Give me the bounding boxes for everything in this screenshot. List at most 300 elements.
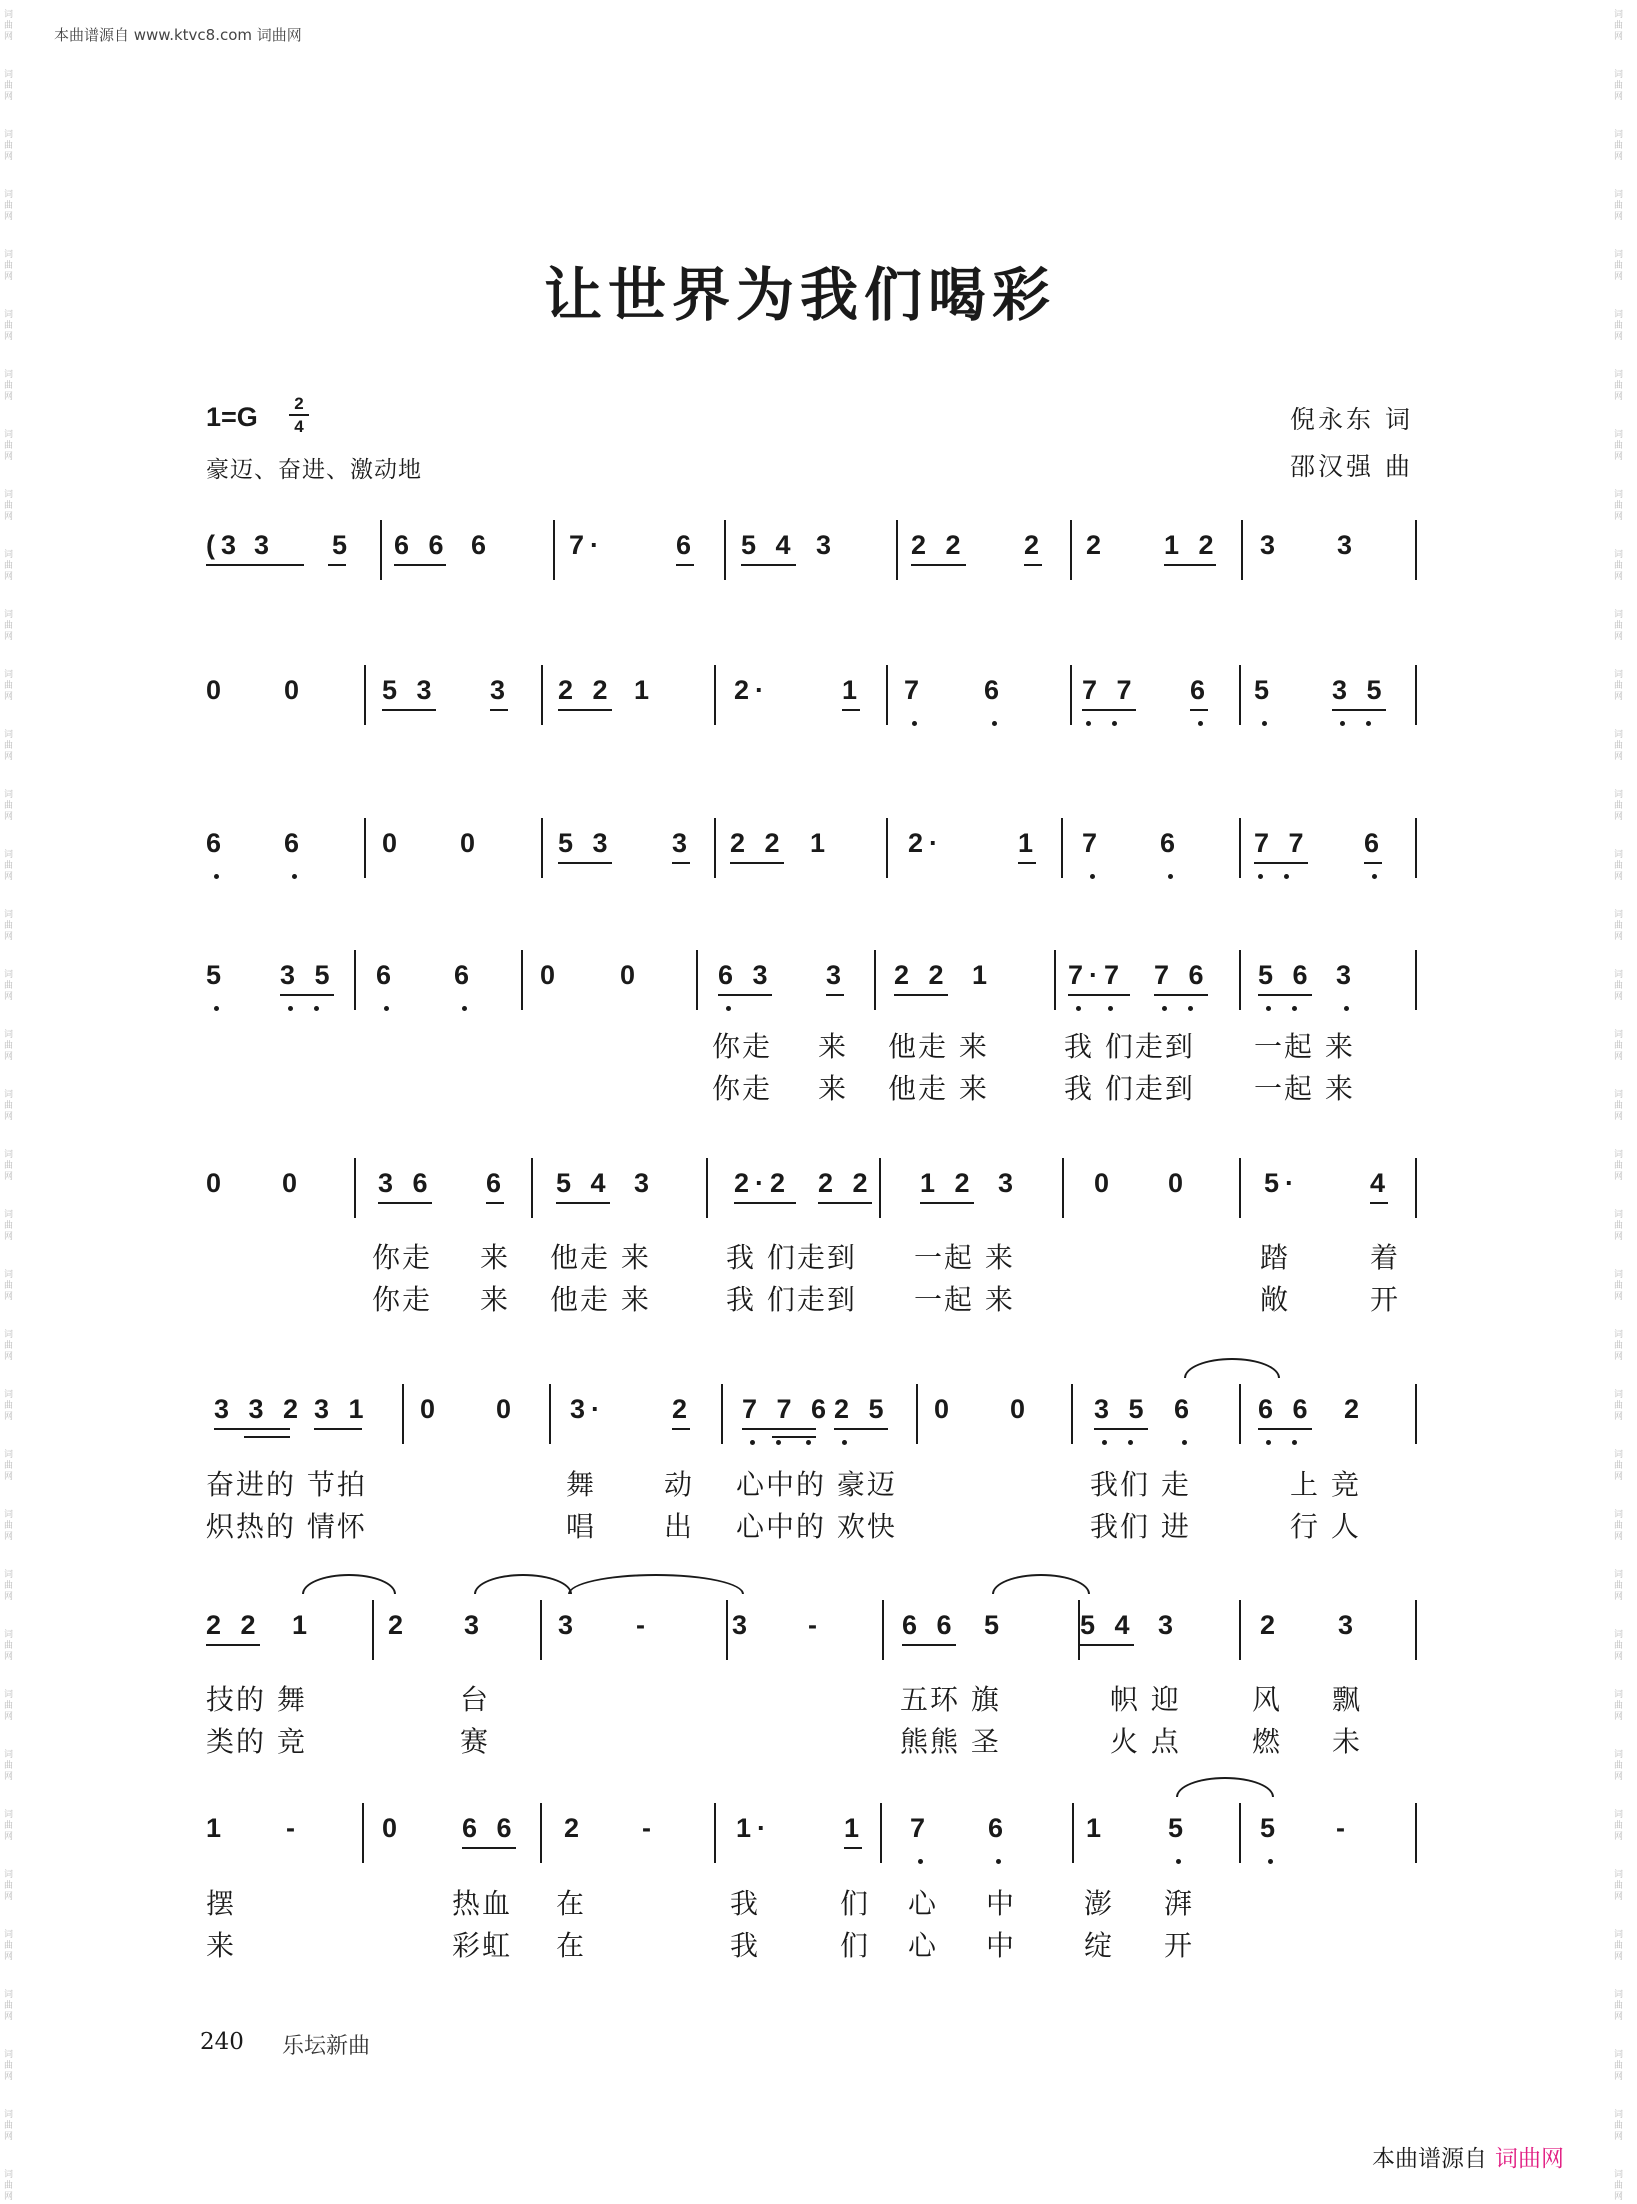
margin-watermark-text: 词曲网 xyxy=(4,1810,14,1842)
note: 3 xyxy=(1336,960,1358,990)
note: 6 xyxy=(988,1813,1010,1843)
bar-line xyxy=(1072,1803,1074,1863)
underline xyxy=(244,1436,290,1438)
octave-dot xyxy=(1168,874,1173,879)
lyric-word: 心中的 欢快 xyxy=(736,1510,897,1543)
lyric-word: 你走 xyxy=(712,1072,773,1105)
margin-watermark-text: 词曲网 xyxy=(1614,1210,1624,1242)
time-sig-top: 2 xyxy=(294,394,304,413)
note: 2 xyxy=(1086,530,1108,560)
underline xyxy=(1024,564,1042,566)
octave-dot xyxy=(1372,874,1377,879)
underline xyxy=(842,709,860,711)
bar-line xyxy=(1239,1384,1241,1444)
lyric-word: 舞 xyxy=(566,1468,597,1501)
lyric-word: 绽 xyxy=(1084,1929,1115,1962)
note: 3 xyxy=(1337,530,1359,560)
bar-line xyxy=(541,665,543,725)
journal-name: 乐坛新曲 xyxy=(282,2034,371,2059)
lyric-word: 他走 来 xyxy=(550,1283,651,1316)
bar-line xyxy=(1070,520,1072,580)
underline xyxy=(394,564,446,566)
octave-dot xyxy=(1340,721,1345,726)
tie-arc xyxy=(568,1574,744,1594)
note: 0 xyxy=(282,1168,304,1198)
lyric-word: 们 xyxy=(840,1887,871,1920)
bar-line xyxy=(714,1803,716,1863)
margin-watermark-text: 词曲网 xyxy=(4,310,14,342)
margin-watermark-text: 词曲网 xyxy=(1614,790,1624,822)
note: 5 3 xyxy=(382,675,438,705)
score-row xyxy=(206,1803,1416,1863)
note: 6 xyxy=(376,960,398,990)
bar-line xyxy=(1071,1384,1073,1444)
key-signature: 1=G xyxy=(206,402,258,432)
bar-line xyxy=(1239,950,1241,1010)
lyric-word: 我 xyxy=(730,1929,761,1962)
lyric-word: 湃 xyxy=(1164,1887,1195,1920)
bar-line xyxy=(372,1600,374,1660)
octave-dot xyxy=(1182,1440,1187,1445)
lyric-word: 们 xyxy=(840,1929,871,1962)
octave-dot xyxy=(1262,721,1267,726)
bar-line xyxy=(540,1803,542,1863)
underline xyxy=(818,1202,872,1204)
margin-watermark-text: 词曲网 xyxy=(4,790,14,822)
score-row xyxy=(206,1384,1416,1444)
octave-dot xyxy=(1086,721,1091,726)
margin-watermark-text: 词曲网 xyxy=(4,2110,14,2142)
underline xyxy=(556,1202,610,1204)
note: 3 xyxy=(1260,530,1282,560)
lyric-word: 心中的 豪迈 xyxy=(736,1468,897,1501)
lyric-word: 我 们走到 xyxy=(1064,1030,1195,1063)
octave-dot xyxy=(288,1006,293,1011)
composer-credit: 邵汉强 曲 xyxy=(1290,452,1413,481)
note: 0 xyxy=(382,828,404,858)
lyric-word: 动 xyxy=(664,1468,695,1501)
margin-watermark-text: 词曲网 xyxy=(4,190,14,222)
bar-line xyxy=(880,1803,882,1863)
margin-watermark-text: 词曲网 xyxy=(4,130,14,162)
lyric-word: 帜 迎 xyxy=(1110,1683,1181,1716)
note: 1· xyxy=(736,1813,773,1843)
lyric-word: 燃 xyxy=(1252,1725,1283,1758)
margin-watermark-text: 词曲网 xyxy=(1614,490,1624,522)
underline xyxy=(486,1202,504,1204)
bar-line xyxy=(402,1384,404,1444)
margin-watermark-text: 词曲网 xyxy=(1614,610,1624,642)
bar-line xyxy=(886,818,888,878)
lyric-word: 他走 来 xyxy=(550,1241,651,1274)
site-name: 词曲网 xyxy=(1495,2146,1564,2172)
bar-line xyxy=(1239,1803,1241,1863)
note: 3 xyxy=(1338,1610,1360,1640)
note: 2 xyxy=(1260,1610,1282,1640)
margin-watermark-text: 词曲网 xyxy=(4,610,14,642)
song-title: 让世界为我们喝彩 xyxy=(543,261,1056,329)
lyric-word: 类的 竞 xyxy=(206,1725,307,1758)
note: 5 xyxy=(1260,1813,1282,1843)
note: 2 2 xyxy=(894,960,950,990)
octave-dot xyxy=(1344,1006,1349,1011)
underline xyxy=(834,1428,888,1430)
underline xyxy=(742,1428,816,1430)
note: 1 xyxy=(292,1610,314,1640)
underline xyxy=(206,1644,260,1646)
score-row xyxy=(206,1600,1416,1660)
lyric-word: 心 xyxy=(908,1929,939,1962)
note: 3 xyxy=(490,675,512,705)
lyric-word: 着 xyxy=(1370,1241,1401,1274)
margin-watermark-text: 词曲网 xyxy=(4,1630,14,1662)
lyric-word: 熊熊 圣 xyxy=(900,1725,1001,1758)
octave-dot xyxy=(1108,1006,1113,1011)
underline xyxy=(1068,994,1130,996)
lyric-word: 火 点 xyxy=(1110,1725,1181,1758)
lyric-word: 技的 舞 xyxy=(206,1683,307,1716)
right-margin-watermark xyxy=(1612,0,1634,2204)
octave-dot xyxy=(726,1006,731,1011)
underline xyxy=(558,862,612,864)
bar-line xyxy=(521,950,523,1010)
note: 2 2 xyxy=(818,1168,874,1198)
margin-watermark-text: 词曲网 xyxy=(1614,1930,1624,1962)
note: 6 xyxy=(454,960,476,990)
note: 3 3 2 xyxy=(214,1394,305,1424)
note: 6 xyxy=(486,1168,508,1198)
bar-line xyxy=(1062,1158,1064,1218)
lyric-word: 他走 来 xyxy=(888,1030,989,1063)
note: 3 xyxy=(672,828,694,858)
underline xyxy=(206,564,304,566)
underline xyxy=(1332,709,1386,711)
octave-dot xyxy=(314,1006,319,1011)
underline xyxy=(902,1644,956,1646)
margin-watermark-text: 词曲网 xyxy=(4,1690,14,1722)
octave-dot xyxy=(384,1006,389,1011)
lyric-word: 彩虹 xyxy=(452,1929,513,1962)
underline xyxy=(676,564,694,566)
underline xyxy=(280,994,334,996)
margin-watermark-text: 词曲网 xyxy=(4,370,14,402)
underline xyxy=(672,1428,690,1430)
margin-watermark-text: 词曲网 xyxy=(4,1930,14,1962)
underline xyxy=(1080,1644,1134,1646)
lyric-word: 中 xyxy=(986,1887,1017,1920)
octave-dot xyxy=(1128,1440,1133,1445)
underline xyxy=(1258,994,1312,996)
margin-watermark-text: 词曲网 xyxy=(4,1150,14,1182)
underline xyxy=(911,564,966,566)
note: 5· xyxy=(1264,1168,1301,1198)
lyric-word: 你走 xyxy=(712,1030,773,1063)
note: 7 7 xyxy=(1082,675,1138,705)
margin-watermark-text: 词曲网 xyxy=(1614,1630,1624,1662)
bar-line xyxy=(541,818,543,878)
lyric-word: 踏 xyxy=(1260,1241,1291,1274)
note: 3 5 xyxy=(1094,1394,1150,1424)
margin-watermark-text: 词曲网 xyxy=(1614,310,1624,342)
note: 5 3 xyxy=(558,828,614,858)
note: 0 xyxy=(382,1813,404,1843)
bar-line xyxy=(362,1803,364,1863)
note: 1 xyxy=(1086,1813,1108,1843)
lyric-word: 唱 xyxy=(566,1510,597,1543)
note: 1 2 xyxy=(1164,530,1220,560)
lyric-word: 我 们走到 xyxy=(726,1283,857,1316)
note: 0 xyxy=(420,1394,442,1424)
source-footer xyxy=(1372,2140,1564,2173)
margin-watermark-text: 词曲网 xyxy=(1614,1510,1624,1542)
octave-dot xyxy=(1198,721,1203,726)
lyric-word: 五环 旗 xyxy=(900,1683,1001,1716)
note: 0 xyxy=(496,1394,518,1424)
bar-line xyxy=(364,665,366,725)
bar-line xyxy=(879,1158,881,1218)
note: - xyxy=(286,1813,301,1843)
margin-watermark-text: 词曲网 xyxy=(4,910,14,942)
note: 7· xyxy=(569,530,606,560)
underline xyxy=(844,1847,862,1849)
underline xyxy=(1364,862,1382,864)
lyric-word: 一起 来 xyxy=(1254,1030,1355,1063)
margin-watermark-text: 词曲网 xyxy=(4,2170,14,2202)
bar-line xyxy=(714,818,716,878)
score-row xyxy=(206,665,1416,725)
note: 2· xyxy=(908,828,945,858)
note: 2 5 xyxy=(834,1394,890,1424)
underline xyxy=(462,1847,516,1849)
margin-watermark-text: 词曲网 xyxy=(4,850,14,882)
note: 1 xyxy=(810,828,832,858)
time-sig-bottom: 4 xyxy=(294,417,304,436)
margin-watermark-text: 词曲网 xyxy=(1614,850,1624,882)
margin-watermark-text: 词曲网 xyxy=(1614,430,1624,462)
note: - xyxy=(808,1610,823,1640)
bar-line xyxy=(896,520,898,580)
tie-arc xyxy=(1184,1358,1280,1378)
lyric-word: 来 xyxy=(480,1241,511,1274)
score-row xyxy=(206,950,1416,1010)
margin-watermark-text: 词曲网 xyxy=(1614,1330,1624,1362)
margin-watermark-text: 词曲网 xyxy=(4,1510,14,1542)
note: 2 2 xyxy=(558,675,614,705)
underline xyxy=(772,1436,816,1438)
octave-dot xyxy=(750,1440,755,1445)
lyric-word: 摆 xyxy=(206,1887,237,1920)
bar-line xyxy=(1054,950,1056,1010)
margin-watermark-text: 词曲网 xyxy=(1614,1690,1624,1722)
lyric-word: 我 xyxy=(730,1887,761,1920)
note: 0 xyxy=(934,1394,956,1424)
note: 0 xyxy=(1094,1168,1116,1198)
lyric-word: 未 xyxy=(1332,1725,1363,1758)
octave-dot xyxy=(776,1440,781,1445)
tie-arc xyxy=(302,1574,396,1594)
note: 3 5 xyxy=(1332,675,1388,705)
margin-watermark-text: 词曲网 xyxy=(1614,2050,1624,2082)
bar-line xyxy=(916,1384,918,1444)
lyric-word: 在 xyxy=(556,1887,587,1920)
note: 6 6 xyxy=(1258,1394,1314,1424)
note: 7 xyxy=(904,675,926,705)
note: 2 xyxy=(388,1610,410,1640)
margin-watermark-text: 词曲网 xyxy=(4,10,14,42)
margin-watermark-text: 词曲网 xyxy=(4,730,14,762)
lyric-word: 心 xyxy=(908,1887,939,1920)
note: 2 xyxy=(564,1813,586,1843)
margin-watermark-text: 词曲网 xyxy=(1614,1090,1624,1122)
underline xyxy=(730,862,784,864)
underline xyxy=(1258,1428,1312,1430)
source-header: 本曲谱源自 www.ktvc8.com 词曲网 xyxy=(54,26,302,44)
lyric-word: 你走 xyxy=(372,1283,433,1316)
octave-dot xyxy=(214,1006,219,1011)
margin-watermark-text: 词曲网 xyxy=(1614,1870,1624,1902)
lyric-word: 一起 来 xyxy=(914,1241,1015,1274)
score-row xyxy=(206,1158,1416,1218)
margin-watermark-text: 词曲网 xyxy=(1614,1750,1624,1782)
lyric-word: 我们 走 xyxy=(1090,1468,1191,1501)
underline xyxy=(826,994,844,996)
underline xyxy=(378,1202,432,1204)
octave-dot xyxy=(1090,874,1095,879)
underline xyxy=(894,994,948,996)
bar-line xyxy=(549,1384,551,1444)
octave-dot xyxy=(462,1006,467,1011)
note: 0 xyxy=(284,675,306,705)
octave-dot xyxy=(912,721,917,726)
margin-watermark-text: 词曲网 xyxy=(1614,1270,1624,1302)
margin-watermark-text: 词曲网 xyxy=(4,1090,14,1122)
margin-watermark-text: 词曲网 xyxy=(4,430,14,462)
note: 6 6 xyxy=(902,1610,958,1640)
bar-line xyxy=(874,950,876,1010)
bar-line xyxy=(726,1600,728,1660)
note: 5 4 xyxy=(741,530,797,560)
note: 0 xyxy=(620,960,642,990)
octave-dot xyxy=(1268,1859,1273,1864)
underline xyxy=(314,1428,362,1430)
note: 3 xyxy=(1158,1610,1180,1640)
margin-watermark-text: 词曲网 xyxy=(1614,1570,1624,1602)
underline xyxy=(328,564,346,566)
tie-arc xyxy=(474,1574,572,1594)
bar-line xyxy=(1070,665,1072,725)
note: 7·7 xyxy=(1068,960,1126,990)
lyric-word: 敞 xyxy=(1260,1283,1291,1316)
bar-line xyxy=(706,1158,708,1218)
margin-watermark-text: 词曲网 xyxy=(1614,730,1624,762)
margin-watermark-text: 词曲网 xyxy=(4,1570,14,1602)
note: 2 xyxy=(1024,530,1046,560)
octave-dot xyxy=(1102,1440,1107,1445)
note: 3 xyxy=(998,1168,1020,1198)
note: 1 xyxy=(842,675,864,705)
bar-line xyxy=(1415,950,1417,1010)
margin-watermark-text: 词曲网 xyxy=(1614,1390,1624,1422)
note: 7 7 xyxy=(1254,828,1310,858)
note: 0 xyxy=(1010,1394,1032,1424)
bar-line xyxy=(1239,818,1241,878)
note: 3 5 xyxy=(280,960,336,990)
note: 1 xyxy=(972,960,994,990)
margin-watermark-text: 词曲网 xyxy=(1614,130,1624,162)
lyric-word: 开 xyxy=(1370,1283,1401,1316)
lyric-word: 来 xyxy=(818,1030,849,1063)
margin-watermark-text: 词曲网 xyxy=(4,1270,14,1302)
lyric-word: 来 xyxy=(818,1072,849,1105)
bar-line xyxy=(696,950,698,1010)
note: 5 xyxy=(1168,1813,1190,1843)
bar-line xyxy=(364,818,366,878)
margin-watermark-text: 词曲网 xyxy=(4,70,14,102)
note: 6 xyxy=(1174,1394,1196,1424)
lyric-word: 来 xyxy=(480,1283,511,1316)
score-row xyxy=(206,520,1416,580)
octave-dot xyxy=(1258,874,1263,879)
bar-line xyxy=(1239,1158,1241,1218)
margin-watermark-text: 词曲网 xyxy=(4,670,14,702)
bar-line xyxy=(380,520,382,580)
margin-watermark-text: 词曲网 xyxy=(1614,70,1624,102)
margin-watermark-text: 词曲网 xyxy=(4,1750,14,1782)
octave-dot xyxy=(1266,1440,1271,1445)
note: 5 xyxy=(206,960,228,990)
octave-dot xyxy=(996,1859,1001,1864)
time-signature xyxy=(287,394,311,436)
note: 7 6 xyxy=(1154,960,1210,990)
note: 6 6 xyxy=(462,1813,518,1843)
margin-watermark-text: 词曲网 xyxy=(1614,550,1624,582)
lyric-word: 赛 xyxy=(460,1725,491,1758)
margin-watermark-text: 词曲网 xyxy=(1614,250,1624,282)
note: 6 xyxy=(206,828,228,858)
bar-line xyxy=(1061,818,1063,878)
note: 3 xyxy=(634,1168,656,1198)
bar-line xyxy=(886,665,888,725)
margin-watermark-text: 词曲网 xyxy=(1614,190,1624,222)
bar-line xyxy=(531,1158,533,1218)
note: 4 xyxy=(1370,1168,1392,1198)
octave-dot xyxy=(842,1440,847,1445)
lyric-word: 奋进的 节拍 xyxy=(206,1468,367,1501)
note: 1 xyxy=(844,1813,866,1843)
bar-line xyxy=(553,520,555,580)
note: 3 xyxy=(464,1610,486,1640)
lyric-word: 风 xyxy=(1252,1683,1283,1716)
bar-line xyxy=(1415,665,1417,725)
lyric-word: 澎 xyxy=(1084,1887,1115,1920)
margin-watermark-text: 词曲网 xyxy=(1614,670,1624,702)
underline xyxy=(1018,862,1036,864)
note: 5 xyxy=(984,1610,1006,1640)
lyric-word: 在 xyxy=(556,1929,587,1962)
bar-line xyxy=(354,950,356,1010)
page-number: 240 xyxy=(200,2029,244,2055)
note: 3 xyxy=(826,960,848,990)
lyric-word: 飘 xyxy=(1332,1683,1363,1716)
octave-dot xyxy=(1188,1006,1193,1011)
margin-watermark-text: 词曲网 xyxy=(4,1390,14,1422)
bar-line xyxy=(1415,1158,1417,1218)
note: 7 7 6 xyxy=(742,1394,833,1424)
note: 2 2 xyxy=(206,1610,262,1640)
bar-line xyxy=(1239,665,1241,725)
margin-watermark-text: 词曲网 xyxy=(4,1030,14,1062)
underline xyxy=(741,564,796,566)
